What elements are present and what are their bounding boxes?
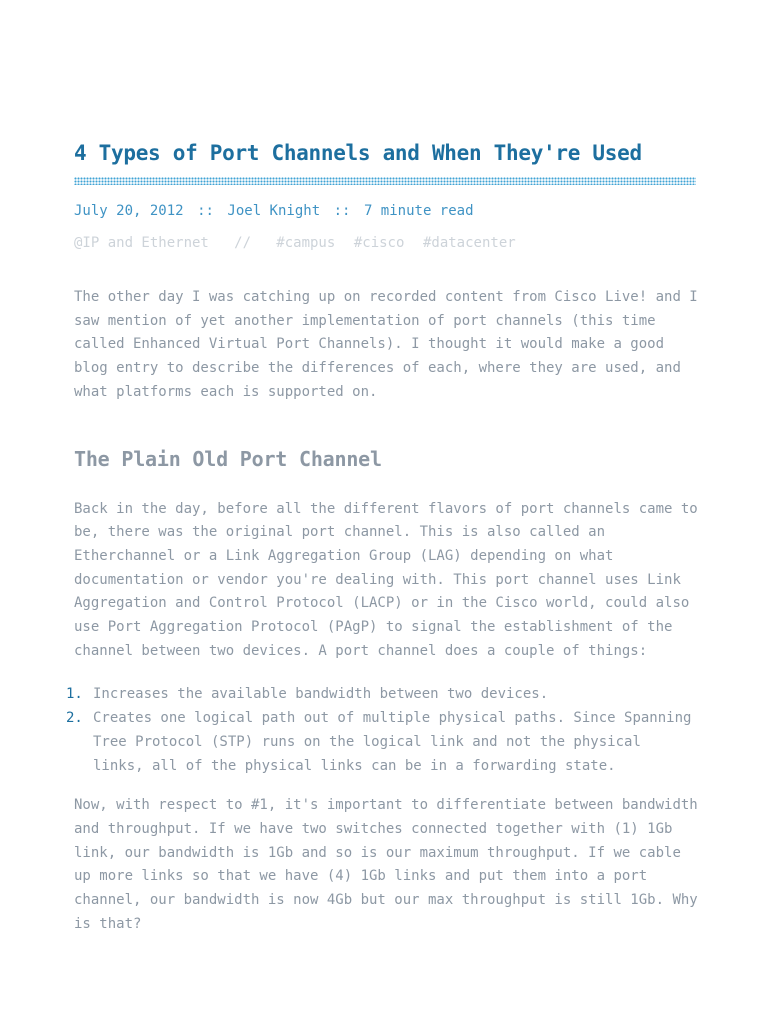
post-meta [74,201,699,221]
tag-link[interactable]: #campus [276,235,336,251]
list-item [66,683,699,707]
list-item [66,707,699,778]
list-item-text: Creates one logical path out of multiple physical paths. Since Spanning Tree Protocol (STP) runs on the logical link and not the physical links, all of the physical links can be in a forwarding state. [93,710,692,774]
section-paragraph: Now, with respect to #1, it's important to differentiate between bandwidth and throughput. If we have two switches connected together with (1) 1Gb link, our bandwidth is 1Gb and so is our maximum throughput. If we cable up more links so that we have (4) 1Gb links and put them into a port channel, our bandwidth is now 4Gb but our max throughput is still 1Gb. Why is that? [74,797,698,932]
meta-separator: :: [333,203,351,219]
section-paragraph: Back in the day, before all the different flavors of port channels came to be, there was the original port channel. This is also called an Etherchannel or a Link Aggregation Group (LAG) depending on what documentation or vendor you're dealing with. This port channel uses Link Aggregation and Control Protocol (LACP) or in the Cisco world, could also use Port Aggregation Protocol (PAgP) to signal the establishment of the channel between two devices. A port channel does a couple of things: [74,500,698,659]
article [66,138,699,936]
read-time: 7 minute read [363,203,474,219]
list-number: 2. [66,710,83,727]
section-heading: The Plain Old Port Channel [74,446,382,471]
meta-separator: :: [197,203,214,219]
category-link[interactable]: @IP and Ethernet [74,235,209,251]
tag-divider: // [234,235,251,251]
numbered-list [66,683,699,778]
title-divider [74,177,696,185]
post-taxonomy [74,233,699,253]
post-date: July 20, 2012 [74,203,184,219]
tag-link[interactable]: #datacenter [422,235,516,251]
tag-link[interactable]: #cisco [353,235,405,251]
list-number: 1. [66,686,83,703]
intro-paragraph: The other day I was catching up on recorded content from Cisco Live! and I saw mention of yet another implementation of port channels (this time called Enhanced Virtual Port Channels). I thought it would make a good blog entry to describe the differences of each, where they are used, and what platforms each is supported on. [74,289,698,400]
post-author-link[interactable]: Joel Knight [227,203,321,219]
list-item-text: Increases the available bandwidth between two devices. [93,686,549,703]
post-title: 4 Types of Port Channels and When They're Used [74,141,642,165]
